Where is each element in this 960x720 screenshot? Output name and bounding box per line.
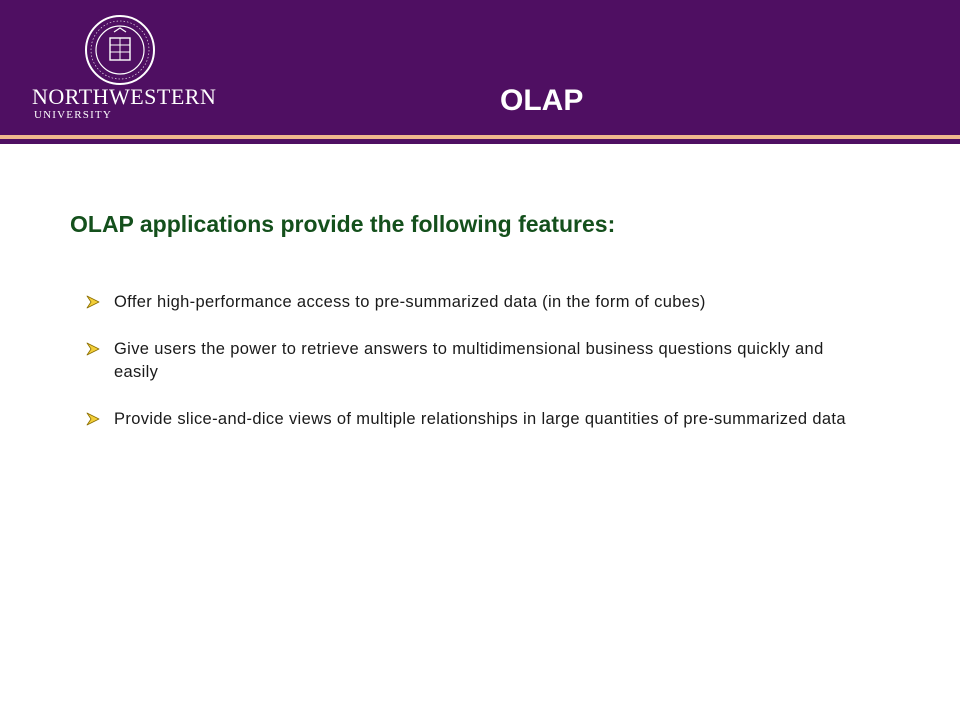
list-item-text: Give users the power to retrieve answers to multidimensional business questions quickly and easily (114, 340, 824, 381)
university-name: NORTHWESTERN (32, 84, 217, 109)
university-seal-icon (84, 14, 156, 86)
list-item (86, 408, 866, 431)
university-wordmark (32, 86, 222, 121)
header-bottom-rule (0, 139, 960, 144)
university-subtitle: UNIVERSITY (34, 109, 112, 121)
list-item-text: Provide slice-and-dice views of multiple relationships in large quantities of pre-summarized data (114, 410, 846, 428)
arrowhead-bullet-icon (86, 342, 100, 356)
list-item (86, 291, 866, 314)
arrowhead-bullet-icon (86, 295, 100, 309)
content-heading: OLAP applications provide the following features: (70, 211, 616, 237)
feature-list (86, 291, 866, 455)
slide-title: OLAP (500, 84, 584, 117)
arrowhead-bullet-icon (86, 412, 100, 426)
list-item-text: Offer high-performance access to pre-summarized data (in the form of cubes) (114, 293, 706, 311)
list-item (86, 338, 866, 384)
